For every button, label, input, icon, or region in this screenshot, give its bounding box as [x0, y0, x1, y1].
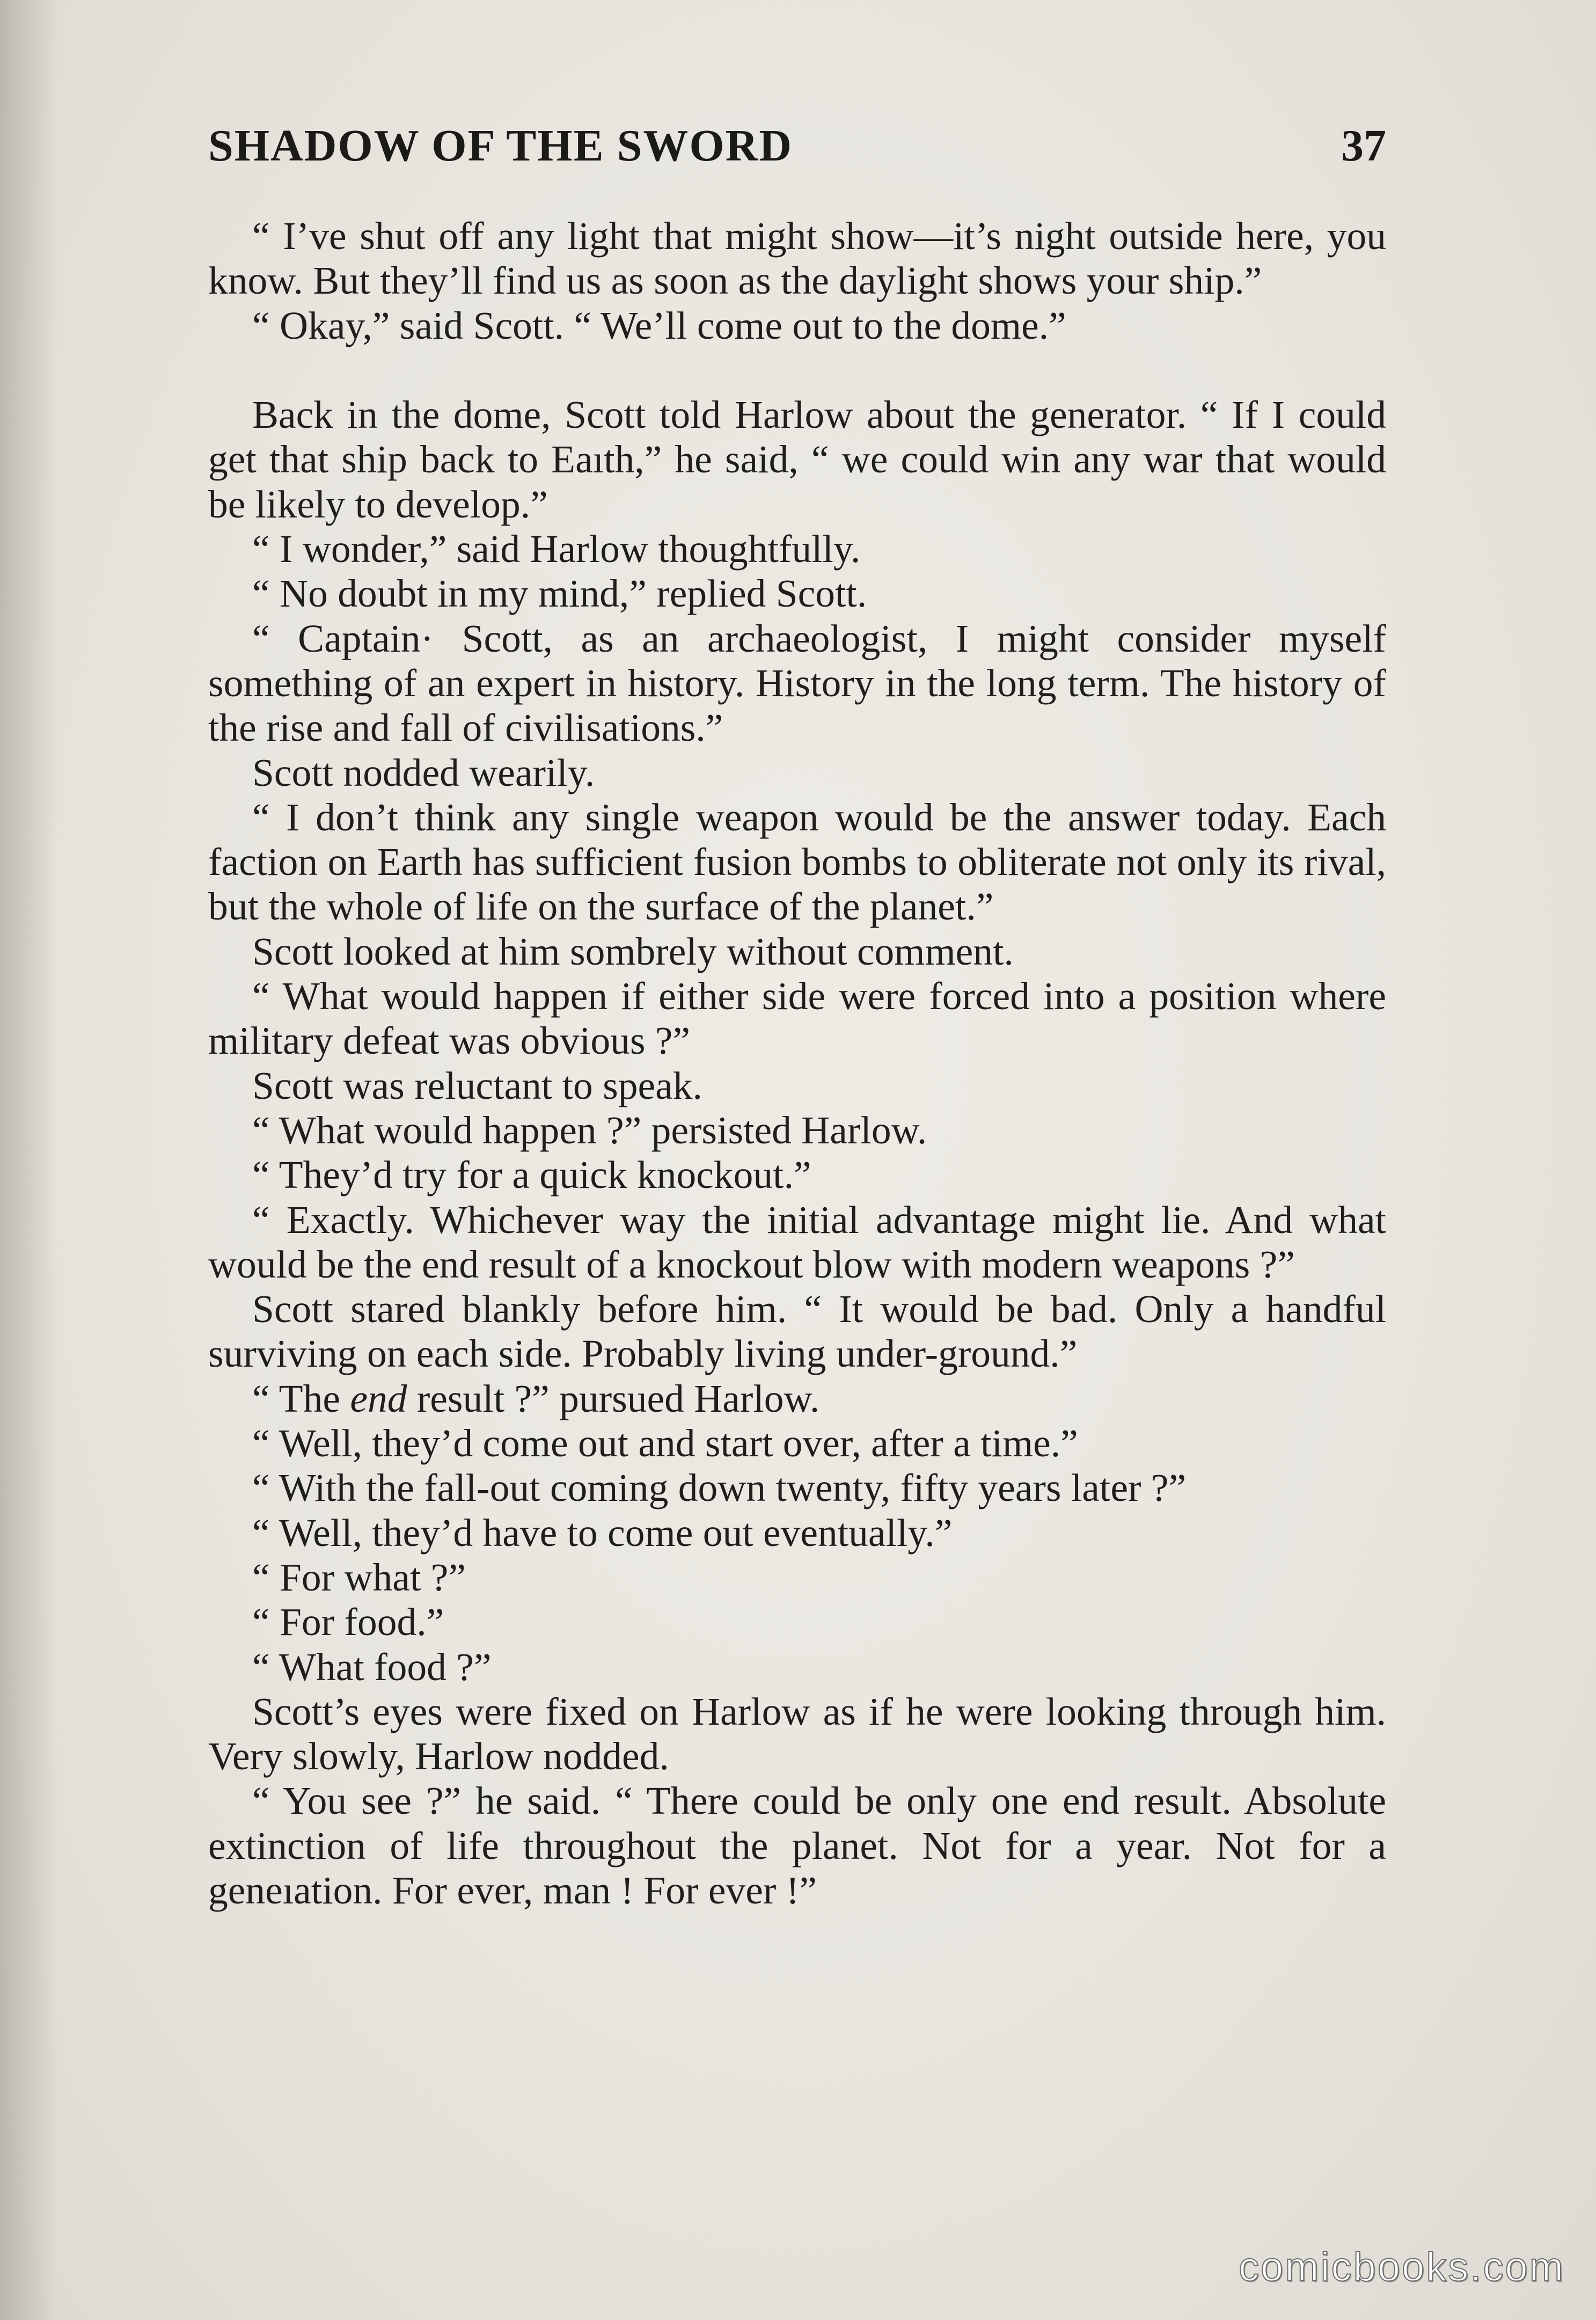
paragraph: “ I wonder,” said Harlow thoughtfully. [252, 527, 861, 571]
paragraph: Scott looked at him sombrely without comment. [252, 929, 1014, 973]
paragraph-text: “ The [252, 1376, 350, 1420]
paragraph: “ Exactly. Whichever way the initial advantage might lie. And what would be the end result of a knockout blow with modern weapons ?” [208, 1198, 1386, 1286]
paragraph: “ What food ?” [252, 1645, 492, 1689]
watermark-logo: comicbooks.com [1239, 2244, 1565, 2290]
paragraph: Scott’s eyes were fixed on Harlow as if he were looking through him. Very slowly, Harlow nodded. [208, 1689, 1386, 1778]
paragraph: Back in the dome, Scott told Harlow about the generator. “ If I could get that ship back to Eaıth,” he said, “ we could win any war that would be likely to develop.” [208, 393, 1386, 526]
running-title: SHADOW OF THE SWORD [208, 121, 793, 171]
paragraph: “ What would happen ?” persisted Harlow. [252, 1108, 927, 1152]
page-number: 37 [1341, 121, 1386, 171]
italic-word: end [350, 1376, 407, 1420]
paragraph: “ No doubt in my mind,” replied Scott. [252, 572, 867, 616]
paragraph-text: result ?” pursued Harlow. [407, 1376, 820, 1420]
paragraph: “ They’d try for a quick knockout.” [252, 1153, 811, 1197]
paragraph: Scott was reluctant to speak. [252, 1063, 702, 1107]
paragraph: “ I’ve shut off any light that might show—it’s night outside here, you know. But they’ll find us as soon as the daylight shows your ship.” [208, 214, 1386, 303]
paragraph: Scott nodded wearily. [252, 750, 595, 794]
paragraph: “ For food.” [252, 1600, 444, 1644]
paragraph: “ You see ?” he said. “ There could be only one end result. Absolute extinction of life throughout the planet. Not for a year. Not for a geneıation. For ever, man ! For ever !” [208, 1779, 1386, 1912]
paragraph: “ Okay,” said Scott. “ We’ll come out to the dome.” [252, 303, 1066, 347]
paragraph: “ Well, they’d have to come out eventually.” [252, 1511, 953, 1555]
paragraph: “ Captain· Scott, as an archaeologist, I might consider myself something of an expert in history. History in the long term. The history of the rise and fall of civilisations.” [208, 616, 1386, 750]
paragraph: “ Well, they’d come out and start over, after a time.” [252, 1421, 1078, 1465]
paragraph: Scott stared blankly before him. “ It would be bad. Only a handful surviving on each side. Probably living under-ground.” [208, 1287, 1386, 1376]
paragraph: “ What would happen if either side were forced into a position where military defeat was obvious ?” [208, 974, 1386, 1063]
paragraph [208, 1376, 1386, 1421]
page-gutter-shadow [0, 0, 59, 2320]
paragraph: “ I don’t think any single weapon would be the answer today. Each faction on Earth has sufficient fusion bombs to obliterate not only its rival, but the whole of life on the surface of the planet.” [208, 795, 1386, 929]
paragraph: “ For what ?” [252, 1555, 466, 1599]
running-header [208, 119, 1386, 173]
body-text [208, 214, 1386, 1913]
paragraph: “ With the fall-out coming down twenty, fifty years later ?” [252, 1466, 1187, 1510]
